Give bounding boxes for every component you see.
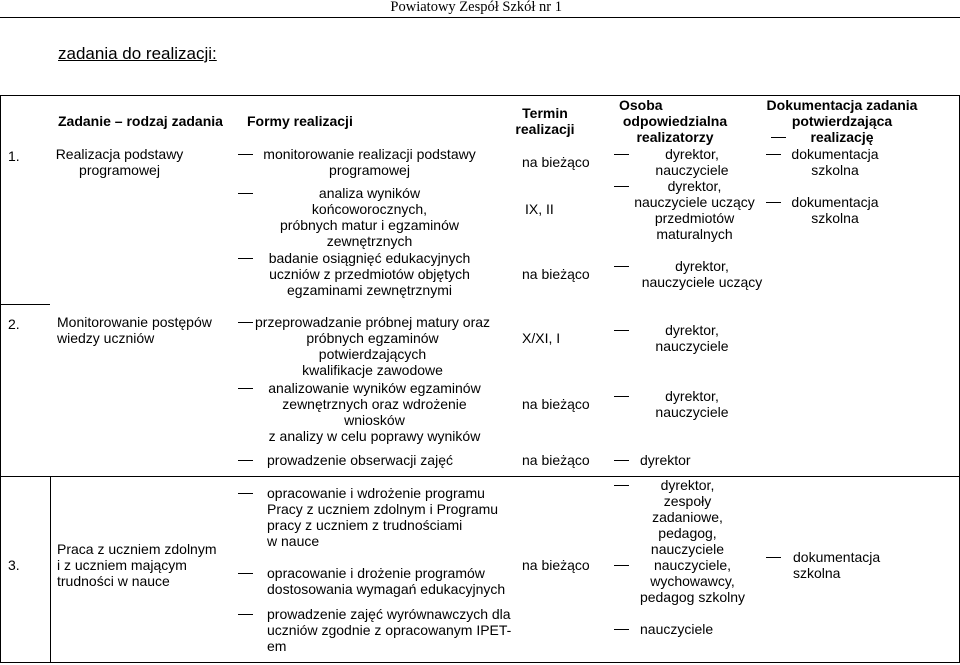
term-value: na bieżąco <box>522 396 590 412</box>
col-header-person: Osoba odpowiedzialna realizatorzy <box>619 97 728 145</box>
list-dash <box>238 193 253 194</box>
list-dash <box>238 154 253 155</box>
header-title: Powiatowy Zespół Szkół nr 1 <box>390 0 562 15</box>
table-border-top <box>0 95 960 96</box>
form-item: prowadzenie obserwacji zajęć <box>267 452 453 468</box>
col-header-documentation: Dokumentacja zadania potwierdzająca realizację <box>766 97 918 145</box>
form-item: monitorowanie realizacji podstawy programowej <box>263 146 476 178</box>
page-header <box>0 0 960 16</box>
term-value: IX, II <box>525 201 554 217</box>
list-dash <box>238 322 253 323</box>
person-item: dyrektor, nauczyciele uczący przedmiotów maturalnych <box>634 178 755 242</box>
col-header-forms: Formy realizacji <box>247 113 353 129</box>
form-item: analiza wyników końcoworocznych, próbnych matur i egzaminów zewnętrznych <box>280 185 459 249</box>
person-item: nauczyciele, wychowawcy, pedagog szkolny <box>639 557 746 605</box>
column-divider <box>50 476 51 662</box>
list-dash <box>614 565 629 566</box>
table-border-bottom <box>0 662 960 663</box>
col-header-task: Zadanie – rodzaj zadania <box>58 113 223 129</box>
list-dash <box>614 396 629 397</box>
form-item: opracowanie i wdrożenie programu Pracy z uczniem zdolnym i Programu pracy z uczniem z trudnościami w nauce <box>267 485 499 549</box>
term-value: na bieżąco <box>522 154 590 170</box>
form-item: prowadzenie zajęć wyrównawczych dla uczniów zgodnie z opracowanym IPET- em <box>267 606 512 654</box>
form-item: analizowanie wyników egzaminów zewnętrznych oraz wdrożenie wniosków z analizy w celu poprawy wyników <box>268 380 481 444</box>
person-item: dyrektor <box>640 452 691 468</box>
term-value: X/XI, I <box>522 330 561 346</box>
task-number: 2. <box>8 316 20 332</box>
person-item: dyrektor, zespoły zadaniowe, pedagog, nauczyciele <box>650 477 725 557</box>
term-value: na bieżąco <box>522 452 590 468</box>
task-name: Praca z uczniem zdolnym i z uczniem mającym trudności w nauce <box>57 541 217 589</box>
term-value: na bieżąco <box>522 266 590 282</box>
person-item: dyrektor, nauczyciele <box>655 388 729 420</box>
task-number: 3. <box>8 557 20 573</box>
person-item: dyrektor, nauczyciele <box>655 146 729 178</box>
header-rule <box>0 17 960 18</box>
task-number: 1. <box>8 148 20 164</box>
doc-item: dokumentacja szkolna <box>791 194 879 226</box>
doc-item: dokumentacja szkolna <box>791 146 879 178</box>
person-item: nauczyciele <box>640 621 714 637</box>
page-heading: zadania do realizacji: <box>58 44 217 63</box>
list-dash <box>238 258 253 259</box>
list-dash <box>614 154 629 155</box>
col-header-term: Termin realizacji <box>515 105 575 137</box>
table-border-left <box>0 95 1 663</box>
form-item: badanie osiągnięć edukacyjnych uczniów z przedmiotów objętych egzaminami zewnętrznymi <box>268 250 471 298</box>
list-dash <box>614 485 629 486</box>
section-divider <box>0 304 50 305</box>
list-dash <box>766 202 781 203</box>
form-item: przeprowadzanie próbnej matury oraz próbnych egzaminów potwierdzających kwalifikacje zawodowe <box>255 314 491 378</box>
list-dash <box>614 330 629 331</box>
task-name: Monitorowanie postępów wiedzy uczniów <box>57 314 212 346</box>
section-divider <box>0 476 960 477</box>
person-item: dyrektor, nauczyciele <box>655 322 729 354</box>
list-dash <box>238 388 253 389</box>
list-dash <box>238 493 253 494</box>
list-dash <box>614 460 629 461</box>
doc-item: dokumentacja szkolna <box>793 549 881 581</box>
task-name: Realizacja podstawy programowej <box>55 146 184 178</box>
form-item: opracowanie i drożenie programów dostosowania wymagań edukacyjnych <box>267 565 506 597</box>
list-dash <box>614 629 629 630</box>
person-item: dyrektor, nauczyciele uczący <box>641 258 763 290</box>
list-dash <box>766 557 781 558</box>
term-value: na bieżąco <box>522 557 590 573</box>
list-dash <box>238 614 253 615</box>
list-dash <box>771 137 786 138</box>
list-dash <box>766 154 781 155</box>
list-dash <box>238 573 253 574</box>
list-dash <box>238 460 253 461</box>
